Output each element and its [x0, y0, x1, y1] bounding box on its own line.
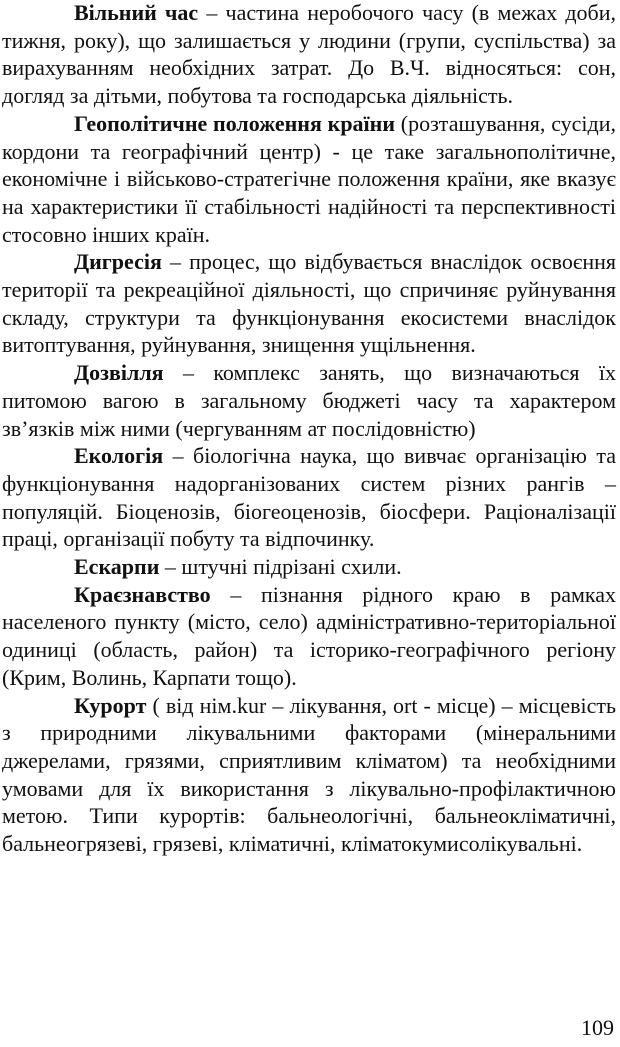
glossary-entry-dyhresiia	[2, 248, 616, 359]
glossary-entry-heopolitychne-polozhennia	[2, 110, 616, 249]
term-kraieznavstvo: Краєзнавство	[74, 581, 211, 607]
glossary-entry-kraieznavstvo	[2, 581, 616, 692]
glossary-entry-eskarpy	[2, 553, 616, 581]
definition-heopolitychne-polozhennia: (розташування, сусіди, кордони та географічний центр) - це таке загальнополітичне, економічне і військово-стратегічне положення країни, яке вказує на характеристики її стабільності надійності та перспективності стосовно інших країн.	[2, 110, 617, 247]
definition-ekolohiia: – біологічна наука, що вивчає організацію та функціонування надорганізованих систем різних рангів – популяцій. Біоценозів, біогеоценозів, біосфери. Раціоналізації праці, організації побуту та відпочинку.	[2, 443, 616, 552]
glossary-text	[2, 0, 616, 858]
term-dozvillia: Дозвілля	[74, 360, 164, 386]
term-eskarpy: Ескарпи	[74, 554, 160, 580]
definition-eskarpy: – штучні підрізані схили.	[159, 554, 402, 580]
term-heopolitychne-polozhennia: Геополітичне положення країни	[74, 110, 396, 136]
definition-dyhresiia: – процес, що відбувається внаслідок освоєння території та рекреаційної діяльності, що спричиняє руйнування складу, структури та функціонування екосистеми внаслідок витоптування, руйнування, знищення ущільнення.	[2, 249, 616, 358]
term-vilnyi-chas: Вільний час	[74, 0, 199, 25]
glossary-entry-dozvillia	[2, 359, 616, 442]
definition-dozvillia: – комплекс занять, що визначаються їх питомою вагою в загальному бюджеті часу та характером зв’язків між ними (чергуванням ат послідовністю)	[2, 360, 616, 441]
glossary-entry-ekolohiia	[2, 442, 616, 553]
definition-vilnyi-chas: – частина неробочого часу (в межах доби, тижня, року), що залишається у людини (групи, суспільства) за вирахуванням необхідних затрат. До В.Ч. відносяться: сон, догляд за дітьми, побутова та господарська діяльність.	[2, 0, 616, 109]
page-number: 109	[581, 1015, 614, 1040]
glossary-entry-kurort	[2, 692, 616, 858]
term-dyhresiia: Дигресія	[74, 249, 162, 275]
term-ekolohiia: Екологія	[74, 443, 164, 469]
glossary-entry-vilnyi-chas	[2, 0, 616, 110]
term-kurort: Курорт	[74, 692, 147, 718]
definition-kraieznavstvo: – пізнання рідного краю в рамках населеного пункту (місто, село) адміністративно-територіальної одиниці (область, район) та історико-географічного регіону (Крим, Волинь, Карпати тощо).	[2, 581, 616, 690]
definition-kurort: ( від нім.kur – лікування, ort - місце) – місцевість з природними лікувальними факторами (мінеральними джерелами, грязями, сприятливим кліматом) та необхідними умовами для їх використання з лікувально-профілактичною метою. Типи курортів: бальнеологічні, бальнеокліматичні, бальнеогрязеві, грязеві, кліматичні, кліматокумисолікувальні.	[2, 692, 616, 857]
